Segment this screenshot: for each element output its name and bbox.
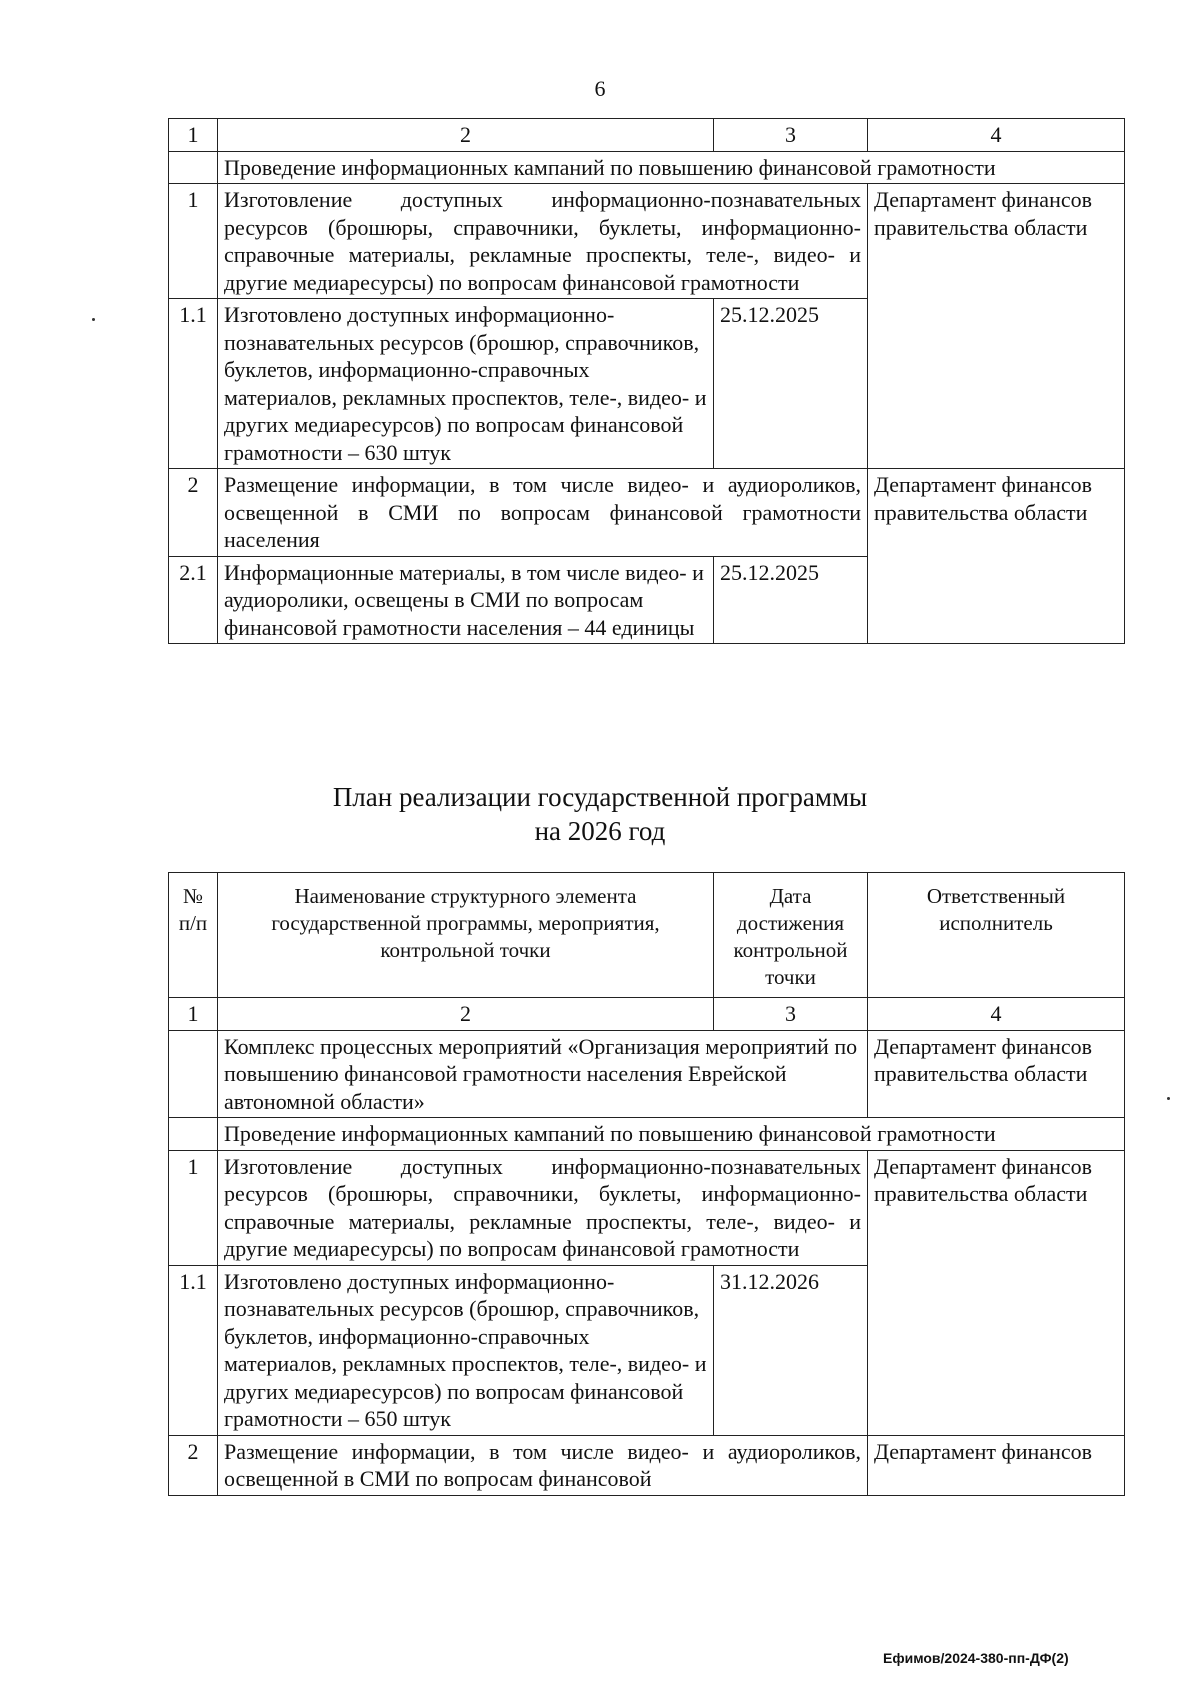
row-text: Информационные материалы, в том числе видео- и аудиоролики, освещены в СМИ по вопросам финансовой грамотности населения – 44 единицы [218,556,714,644]
row-text: Размещение информации, в том числе видео- и аудиороликов, освещенной в СМИ по вопросам финансовой грамотности населения [218,469,868,557]
plan-title-line: на 2026 год [534,816,666,846]
row-number: 2 [169,1435,218,1495]
header-executor: Ответственный исполнитель [868,873,1125,998]
column-number-row [169,998,1125,1031]
document-code: Ефимов/2024-380-пп-ДФ(2) [883,1650,1069,1666]
section-row [169,1118,1125,1151]
row-executor: Департамент финансов правительства области [868,1150,1125,1435]
page-number: 6 [594,76,606,101]
row-number: 1.1 [169,299,218,469]
section-row [169,151,1125,184]
plan-table-2026 [168,872,1125,1496]
table-row [169,1435,1125,1495]
row-executor: Департамент финансов правительства области [868,184,1125,469]
row-date: 31.12.2026 [714,1265,868,1435]
scan-speck [92,318,95,321]
column-number: 1 [169,998,218,1031]
column-number: 4 [868,998,1125,1031]
column-number: 2 [218,998,714,1031]
row-text: Изготовлено доступных информационно-познавательных ресурсов (брошюр, справочников, буклетов, информационно-справочных материалов, рекламных проспектов, теле-, видео- и других медиаресурсов) по вопросам финансовой грамотности – 630 штук [218,299,714,469]
row-number: 1 [169,1150,218,1265]
section-title: Проведение информационных кампаний по повышению финансовой грамотности [218,151,1125,184]
header-number: № п/п [169,873,218,998]
scan-speck [1167,1097,1170,1100]
column-number: 1 [169,119,218,152]
plan-title-line: План реализации государственной программы [332,782,868,812]
row-text: Изготовлено доступных информационно-познавательных ресурсов (брошюр, справочников, буклетов, информационно-справочных материалов, рекламных проспектов, теле-, видео- и других медиаресурсов) по вопросам финансовой грамотности – 650 штук [218,1265,714,1435]
complex-row [169,1030,1125,1118]
row-date: 25.12.2025 [714,556,868,644]
complex-text: Комплекс процессных мероприятий «Организация мероприятий по повышению финансовой грамотности населения Еврейской автономной области» [218,1030,868,1118]
column-number: 4 [868,119,1125,152]
row-text: Размещение информации, в том числе видео- и аудиороликов, освещенной в СМИ по вопросам финансовой [218,1435,868,1495]
row-text: Изготовление доступных информационно-познавательных ресурсов (брошюры, справочники, буклеты, информационно-справочные материалы, рекламные проспекты, теле-, видео- и другие медиаресурсы) по вопросам финансовой грамотности [218,184,868,299]
header-date: Дата достижения контрольной точки [714,873,868,998]
row-date: 25.12.2025 [714,299,868,469]
complex-executor: Департамент финансов правительства области [868,1030,1125,1118]
plan-table-2025 [168,118,1125,644]
column-number: 3 [714,998,868,1031]
row-text: Изготовление доступных информационно-познавательных ресурсов (брошюры, справочники, буклеты, информационно-справочные материалы, рекламные проспекты, теле-, видео- и другие медиаресурсы) по вопросам финансовой грамотности [218,1150,868,1265]
row-number: 2 [169,469,218,557]
row-executor: Департамент финансов [868,1435,1125,1495]
header-name: Наименование структурного элемента государственной программы, мероприятия, контрольной точки [218,873,714,998]
table-row [169,469,1125,557]
row-number: 1.1 [169,1265,218,1435]
table-header-row [169,873,1125,998]
column-number-row [169,119,1125,152]
plan-title [0,780,1200,848]
section-title: Проведение информационных кампаний по повышению финансовой грамотности [218,1118,1125,1151]
row-number: 1 [169,184,218,299]
row-executor: Департамент финансов правительства области [868,469,1125,644]
column-number: 3 [714,119,868,152]
table-row [169,184,1125,299]
column-number: 2 [218,119,714,152]
table-row [169,1150,1125,1265]
row-number: 2.1 [169,556,218,644]
